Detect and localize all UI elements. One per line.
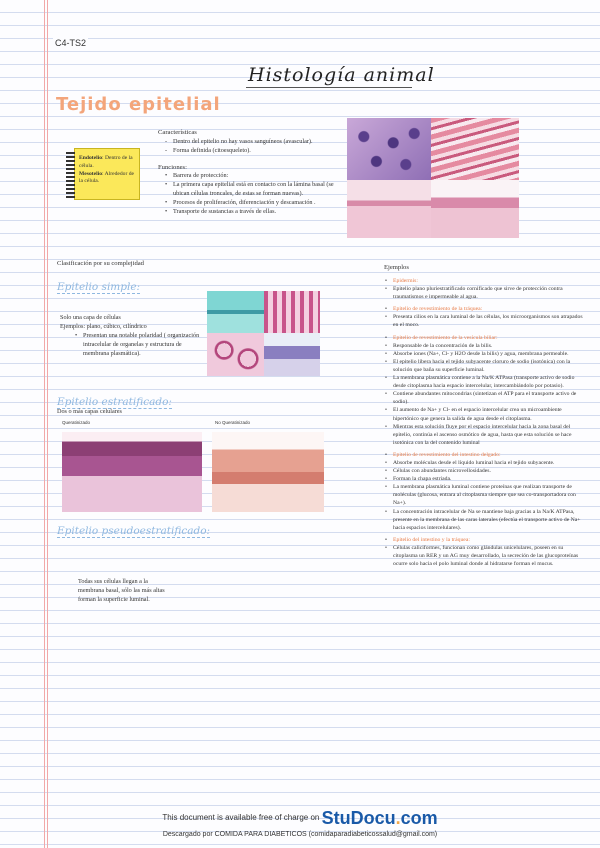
- list-item: • La primera capa epitelial está en contacto con la lámina basal (se ubican células troncales, de estas se forman nuevas).: [164, 181, 338, 199]
- histology-image-simple-c: [207, 333, 264, 376]
- examples-heading: Ejemplos: [384, 264, 409, 271]
- section-title: Tejido epitelial: [56, 94, 221, 115]
- histology-image-simple-d: [264, 333, 320, 376]
- characteristics-block: [158, 128, 338, 217]
- stratified-epithelium-title: Epitelio estratificado:: [57, 396, 172, 408]
- caption-keratinized: Queratinizado: [62, 420, 91, 425]
- list-item: • Presenta cilios en la cara luminal de las células, los microorganismos son atrapados en el moco.: [384, 313, 584, 329]
- list-item: • Epitelio plano pluriestratificado cornificado que sirve de protección contra traumatismos e impermeable al agua.: [384, 285, 584, 301]
- list-item: • Forman la chapa estriada.: [384, 475, 584, 483]
- example-gallbladder: [384, 334, 584, 447]
- example-epidermis: [384, 277, 584, 301]
- notebook-margin-line: [44, 0, 45, 848]
- list-item: • El aumento de Na+ y Cl- en el espacio intercelular crea un microambiente hipertónico que genera la salida de agua desde el citoplasma.: [384, 406, 584, 422]
- simple-line-1: Solo una capa de células: [60, 314, 121, 321]
- studocu-logo[interactable]: StuDocu.com: [321, 808, 438, 828]
- simple-epithelium-text: [60, 314, 200, 359]
- list-item: • La concentración intracelular de Na se mantiene baja gracias a la Na/K ATPasa, presente en la membrana de las caras laterales (efectúa el transporte activo de Na+ hacia espacios intercelulares).: [384, 508, 584, 532]
- sticky-note: [74, 148, 140, 200]
- list-item: • Células caliciformes, funcionan como glándulas unicelulares, poseen en su citoplasma un RER y un AG muy desarrollado, la secreción de las glucoproteínas ocurre solo hacia el polo luminal donde al hidratarse forman el mucus.: [384, 544, 584, 568]
- simple-bullets: [60, 332, 200, 359]
- list-item: • La membrana plasmática contiene a la Na/K ATPasa (transporte activo de sodio desde citoplasma hacia espacio intercelular, intercambiándolo por potasio).: [384, 374, 584, 390]
- classification-heading: Clasificación por su complejidad: [57, 260, 144, 267]
- example-intestine-trachea: [384, 536, 584, 568]
- pseudostratified-title: Epitelio pseudoestratificado:: [57, 525, 211, 537]
- page-title: Histología animal: [248, 64, 435, 86]
- footer-available-text: This document is available free of charge on: [162, 813, 320, 822]
- histology-image-tissue-b: [431, 180, 519, 238]
- characteristics-list: [158, 138, 338, 156]
- title-underline: [246, 87, 412, 88]
- list-item: - Dentro del epitelio no hay vasos sanguíneos (avascular).: [164, 138, 338, 147]
- footer-downloaded-by: [0, 831, 600, 838]
- histology-image-simple-b: [264, 291, 320, 333]
- examples-list: [384, 277, 584, 572]
- list-item: - Forma definida (citoesqueleto).: [164, 147, 338, 156]
- characteristics-heading: Características: [158, 129, 197, 136]
- list-item: • Procesos de proliferación, diferenciación y descamación .: [164, 199, 338, 208]
- list-item: • Células con abundantes microvellosidades.: [384, 467, 584, 475]
- pseudostratified-text: Todas sus células llegan a la membrana basal, sólo las más altas forman la superficie luminal.: [78, 578, 165, 603]
- list-item: • El epitelio libera hacia el tejido subyacente cloruro de sodio (isotónica) con la solución que baña su superficie luminal.: [384, 358, 584, 374]
- sticky-line-endotelio: Endotelio: Dentro de la célula.: [79, 155, 133, 169]
- example-heading: • Epitelio del intestino y la tráquea:: [384, 536, 584, 544]
- functions-heading: Funciones:: [158, 163, 187, 171]
- caption-non-keratinized: No Queratinizado: [215, 420, 251, 425]
- list-item: • Absorbe moléculas desde el líquido luminal hacia el tejido subyacente.: [384, 459, 584, 467]
- example-heading: • Epitelio de revestimiento de la vesícula biliar:: [384, 334, 584, 342]
- simple-line-2: Ejemplos: plano, cúbico, cilíndrico: [60, 322, 147, 330]
- uploader-email[interactable]: (comidaparadiabeticossalud@gmail.com): [308, 831, 438, 838]
- example-trachea: [384, 305, 584, 329]
- histology-image-muscle: [431, 118, 519, 180]
- list-item: • Barrera de protección:: [164, 172, 338, 181]
- simple-epithelium-title: Epitelio simple:: [57, 281, 141, 293]
- stratified-line-1: Dos o más capas celulares: [57, 408, 122, 415]
- example-small-intestine: [384, 451, 584, 532]
- document-tag: C4-TS2: [55, 38, 87, 48]
- list-item: • Responsable de la concentración de la bilis.: [384, 342, 584, 350]
- functions-list: [158, 172, 338, 217]
- histology-image-tissue-a: [347, 180, 431, 238]
- downloaded-by-label: Descargado por: [162, 831, 213, 838]
- histology-image-non-keratinized: [212, 432, 324, 512]
- histology-image-keratinized: [62, 432, 202, 512]
- histology-image-cells: [347, 118, 431, 180]
- list-item: • Mientras esta solución fluye por el espacio intercelular hacia la zona basal del epitelio, continúa el ascenso osmótico de agua, hasta que esta solución se hace isotónica con la del contenido luminal: [384, 423, 584, 447]
- uploader-name: COMIDA PARA DIABETICOS: [214, 831, 307, 838]
- example-heading: • Epitelio de revestimiento del intestino delgado:: [384, 451, 584, 459]
- sticky-line-mesotelio: Mesotelio: Alrededor de la célula.: [79, 170, 134, 185]
- list-item: • Absorbe iones (Na+, Cl- y H2O desde la bilis) y agua, membrana permeable.: [384, 350, 584, 358]
- footer-availability: [0, 808, 600, 829]
- histology-image-simple-a: [207, 291, 264, 333]
- list-item: • Transporte de sustancias a través de ellas.: [164, 208, 338, 217]
- example-heading: • Epidermis:: [384, 277, 584, 285]
- example-heading: • Epitelio de revestimiento de la tráquea:: [384, 305, 584, 313]
- list-item: • Presentan una notable polaridad ( organización intracelular de organelas y estructura de membrana plasmática).: [74, 332, 200, 359]
- list-item: • La membrana plasmática luminal contiene proteínas que realizan transporte de moléculas (glucosa, entrara al citoplasma siempre que sea co-transportadora con Na+).: [384, 483, 584, 507]
- histology-image-pseudostratified: [192, 553, 320, 633]
- list-item: • Contiene abundantes mitocondrias (sintetizan el ATP para el transporte activo de sodio).: [384, 390, 584, 406]
- notebook-margin-line-inner: [47, 0, 48, 848]
